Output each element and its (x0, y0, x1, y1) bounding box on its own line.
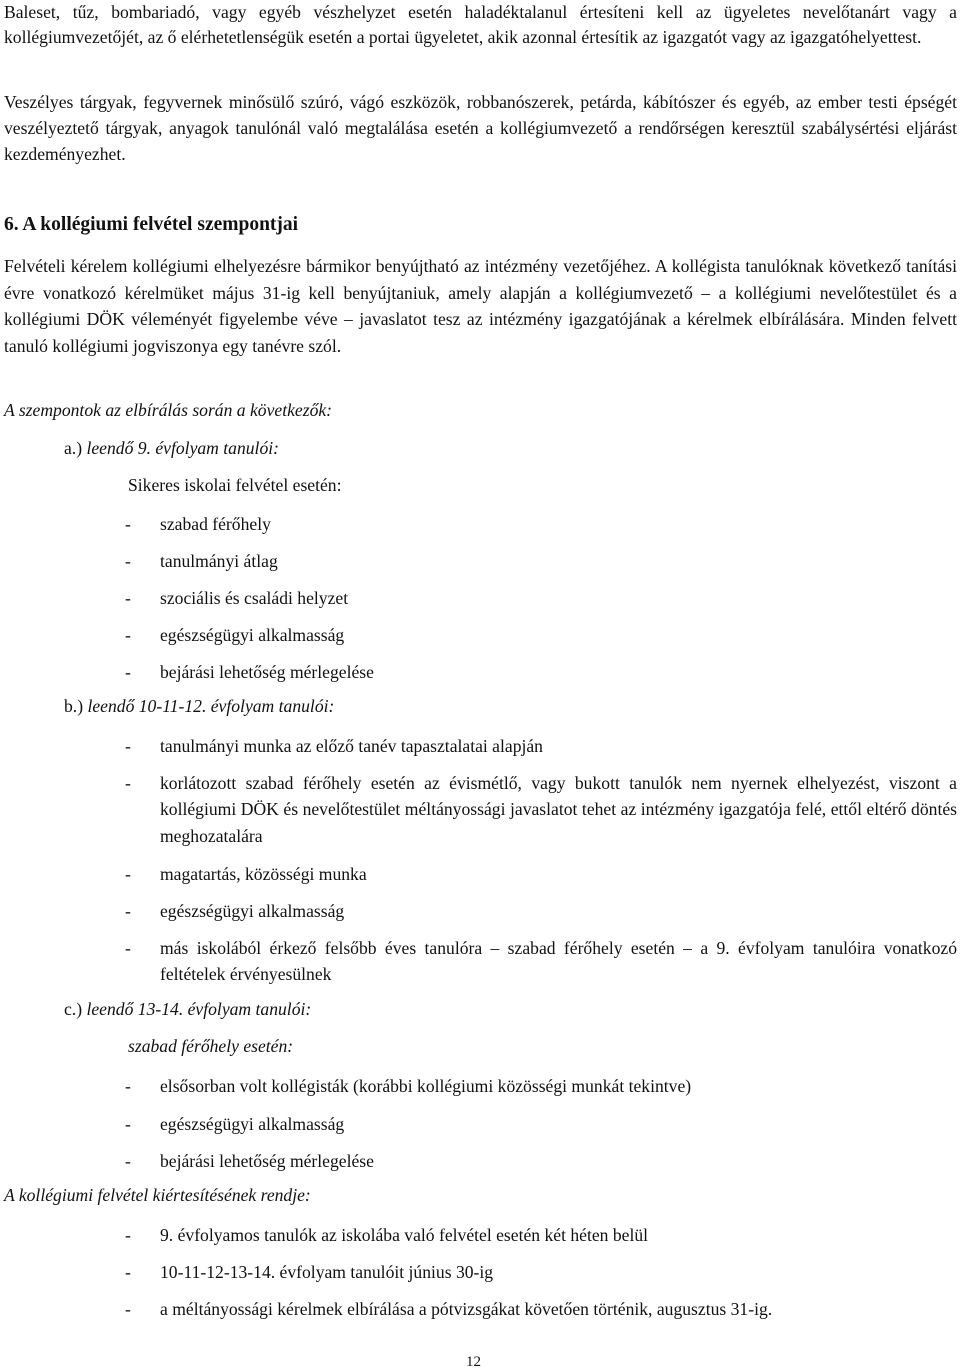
group-c-subtitle: szabad férőhely esetén: (128, 1036, 294, 1056)
group-a-marker: a.) (64, 438, 83, 458)
list-item-text: a méltányossági kérelmek elbírálása a pótvizsgákat követően történik, augusztus 31-ig. (160, 1299, 773, 1319)
group-c-heading (64, 999, 311, 1020)
list-dash: - (125, 901, 131, 921)
list-item (125, 898, 957, 924)
list-dash: - (125, 1076, 131, 1096)
list-dash: - (125, 514, 131, 534)
list-dash: - (125, 736, 131, 756)
group-b-title: leendő 10-11-12. évfolyam tanulói: (87, 696, 335, 716)
list-dash: - (125, 662, 131, 682)
list-dash: - (125, 938, 131, 958)
list-item-text: más iskolából érkező felsőbb éves tanulóra – szabad férőhely esetén – a 9. évfolyam tanulóira vonatkozó feltételek érvényesülnek (160, 938, 957, 985)
list-item (125, 1222, 957, 1248)
list-item-text: 10-11-12-13-14. évfolyam tanulóit június 30-ig (160, 1262, 494, 1282)
list-item (125, 733, 957, 759)
group-c-title: leendő 13-14. évfolyam tanulói: (86, 999, 312, 1019)
list-item (125, 1111, 957, 1137)
list-item (125, 935, 957, 988)
list-item (125, 659, 957, 685)
list-item (125, 861, 957, 887)
list-item-text: elsősorban volt kollégisták (korábbi kollégiumi közösségi munkát tekintve) (160, 1076, 692, 1096)
notice-heading: A kollégiumi felvétel kiértesítésének rendje: (4, 1185, 311, 1205)
list-item (125, 1259, 957, 1285)
list-dash: - (125, 1299, 131, 1319)
list-dash: - (125, 1114, 131, 1134)
list-item-text: egészségügyi alkalmasság (160, 625, 345, 645)
list-dash: - (125, 773, 131, 793)
list-item (125, 770, 957, 849)
page-number: 12 (466, 1354, 481, 1370)
criteria-intro: A szempontok az elbírálás során a következők: (4, 400, 333, 420)
list-item (125, 1148, 957, 1174)
list-item-text: tanulmányi munka az előző tanév tapasztalatai alapján (160, 736, 543, 756)
list-item-text: magatartás, közösségi munka (160, 864, 367, 884)
list-item (125, 585, 957, 611)
list-item-text: egészségügyi alkalmasság (160, 1114, 345, 1134)
list-dash: - (125, 1225, 131, 1245)
list-dash: - (125, 1262, 131, 1282)
list-dash: - (125, 1151, 131, 1171)
list-item-text: szabad férőhely (160, 514, 271, 534)
paragraph-dangerous-items: Veszélyes tárgyak, fegyvernek minősülő szúró, vágó eszközök, robbanószerek, petárda, kábítószer és egyéb, az ember testi épségét veszélyeztető tárgyak, anyagok tanulónál való megtalálása esetén a kollégiumvezető a rendőrségen keresztül szabálysértési eljárást kezdeményezhet. (4, 92, 957, 165)
list-dash: - (125, 588, 131, 608)
group-a-title: leendő 9. évfolyam tanulói: (86, 438, 279, 458)
list-item-text: bejárási lehetőség mérlegelése (160, 662, 374, 682)
list-dash: - (125, 551, 131, 571)
section-heading: 6. A kollégiumi felvétel szempontjai (4, 214, 299, 235)
list-item-text: korlátozott szabad férőhely esetén az évismétlő, vagy bukott tanulók nem nyernek elhelyezést, viszont a kollégiumi DÖK és nevelőtestület méltányossági javaslatot tehet az intézmény igazgatója felé, ettől eltérő döntés meghozatalára (160, 773, 957, 846)
paragraph-emergency: Baleset, tűz, bombariadó, vagy egyéb vészhelyzet esetén haladéktalanul értesíteni kell az ügyeletes nevelőtanárt vagy a kollégiumvezetőjét, az ő elérhetetlenségük esetén a portai ügyeletet, akik azonnal értesítik az igazgatót vagy az igazgatóhelyettest. (4, 2, 957, 47)
list-item-text: tanulmányi átlag (160, 551, 278, 571)
list-item (125, 1073, 957, 1099)
list-item (125, 1296, 957, 1322)
list-item (125, 511, 957, 537)
list-item-text: bejárási lehetőség mérlegelése (160, 1151, 374, 1171)
list-item-text: 9. évfolyamos tanulók az iskolába való felvétel esetén két héten belül (160, 1225, 649, 1245)
group-b-heading (64, 696, 334, 717)
list-item-text: szociális és családi helyzet (160, 588, 349, 608)
group-b-marker: b.) (64, 696, 84, 716)
list-dash: - (125, 864, 131, 884)
list-item (125, 548, 957, 574)
paragraph-admission: Felvételi kérelem kollégiumi elhelyezésre bármikor benyújtható az intézmény vezetőjéhez. A kollégista tanulóknak következő tanítási évre vonatkozó kérelmüket május 31-ig kell benyújtaniuk, amely alapján a kollégiumvezető – a kollégiumi nevelőtestület és a kollégiumi DÖK véleményét figyelembe véve – javaslatot tesz az intézmény igazgatójának a kérelmek elbírálására. Minden felvett tanuló kollégiumi jogviszonya egy tanévre szól. (4, 256, 957, 356)
list-item-text: egészségügyi alkalmasság (160, 901, 345, 921)
group-c-marker: c.) (64, 999, 83, 1019)
list-dash: - (125, 625, 131, 645)
list-item (125, 622, 957, 648)
group-a-heading (64, 438, 279, 459)
group-a-subtitle: Sikeres iskolai felvétel esetén: (128, 475, 342, 495)
